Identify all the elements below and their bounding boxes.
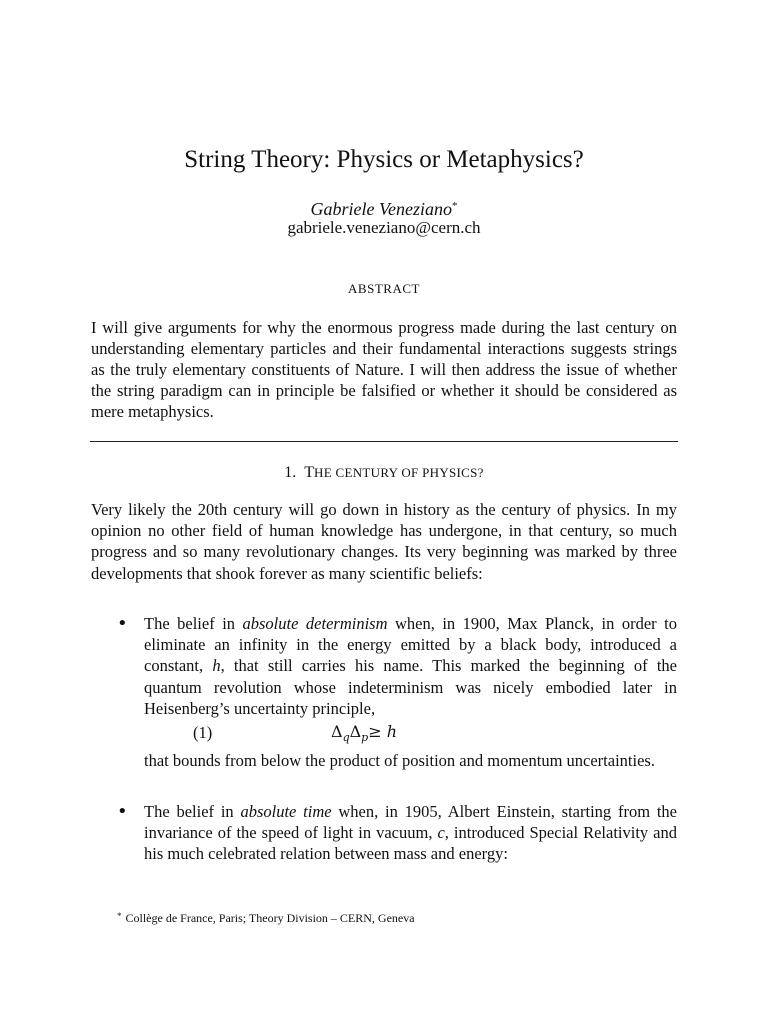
section-title-initial: T xyxy=(304,464,315,481)
delta-symbol: Δ xyxy=(331,722,343,741)
planck-symbol: h xyxy=(212,656,221,676)
bullet-icon: • xyxy=(117,613,128,634)
abstract-heading: ABSTRACT xyxy=(348,281,420,296)
delta-symbol: Δ xyxy=(349,722,362,741)
relation-symbol: ≥ xyxy=(368,722,387,741)
section-title-rest: HE CENTURY OF PHYSICS? xyxy=(314,465,484,480)
subscript-p: p xyxy=(361,731,369,745)
uncertainty-equation xyxy=(331,721,397,749)
bullet-text-suffix: , introduced Special Relativity and his much celebrated relation between mass and energy: xyxy=(144,823,677,864)
footnote xyxy=(117,908,415,926)
subscript-q: q xyxy=(342,731,350,745)
author-email: gabriele.veneziano@cern.ch xyxy=(287,218,481,237)
bullet-text-suffix: , that still carries his name. This marked the beginning of the quantum revolution whose indeterminism was nicely embodied later in Heisenberg’s uncertainty principle, xyxy=(144,656,677,718)
horizontal-rule xyxy=(90,441,678,442)
bullet-icon: • xyxy=(117,801,128,822)
bullet-text-prefix: The belief in xyxy=(144,802,241,821)
bullet-emphasis: absolute time xyxy=(240,802,332,821)
bullet-text-prefix: The belief in xyxy=(144,614,243,633)
author-footnote-mark: * xyxy=(451,200,458,212)
bullet-text-middle: when, in 1905, Albert Einstein, starting from the invariance of the speed of light in vacuum, xyxy=(144,802,677,843)
paper-title: String Theory: Physics or Metaphysics? xyxy=(184,146,584,173)
footnote-text: Collège de France, Paris; Theory Division – CERN, Geneva xyxy=(125,911,415,925)
equation-explanation: that bounds from below the product of position and momentum uncertainties. xyxy=(144,751,655,770)
bullet-text-middle: when, in 1900, Max Planck, in order to eliminate an infinity in the energy emitted by a black body, introduced a constant, xyxy=(144,614,677,676)
section-heading xyxy=(0,463,768,483)
footnote-mark: * xyxy=(117,911,122,921)
author-name: Gabriele Veneziano xyxy=(310,199,452,219)
intro-paragraph: Very likely the 20th century will go down in history as the century of physics. In my opinion no other field of human knowledge has undergone, in that century, so much progress and so many revolutionary changes. Its very beginning was marked by three developments that shook forever as many scientific beliefs: xyxy=(91,500,677,583)
section-number: 1. xyxy=(284,464,297,481)
equation-rhs: h xyxy=(386,722,398,741)
bullet-item-determinism xyxy=(144,613,677,719)
bullet-item-time xyxy=(144,801,677,865)
equation-number: (1) xyxy=(193,723,213,742)
light-speed-symbol: c xyxy=(437,823,445,843)
abstract-text: I will give arguments for why the enormous progress made during the last century on understanding elementary particles and their fundamental interactions suggests strings as the truly elementary constituents of Nature. I will then address the issue of whether the string paradigm can in principle be falsified or whether it should be considered as mere metaphysics. xyxy=(91,318,677,421)
bullet-emphasis: absolute determinism xyxy=(242,614,388,633)
